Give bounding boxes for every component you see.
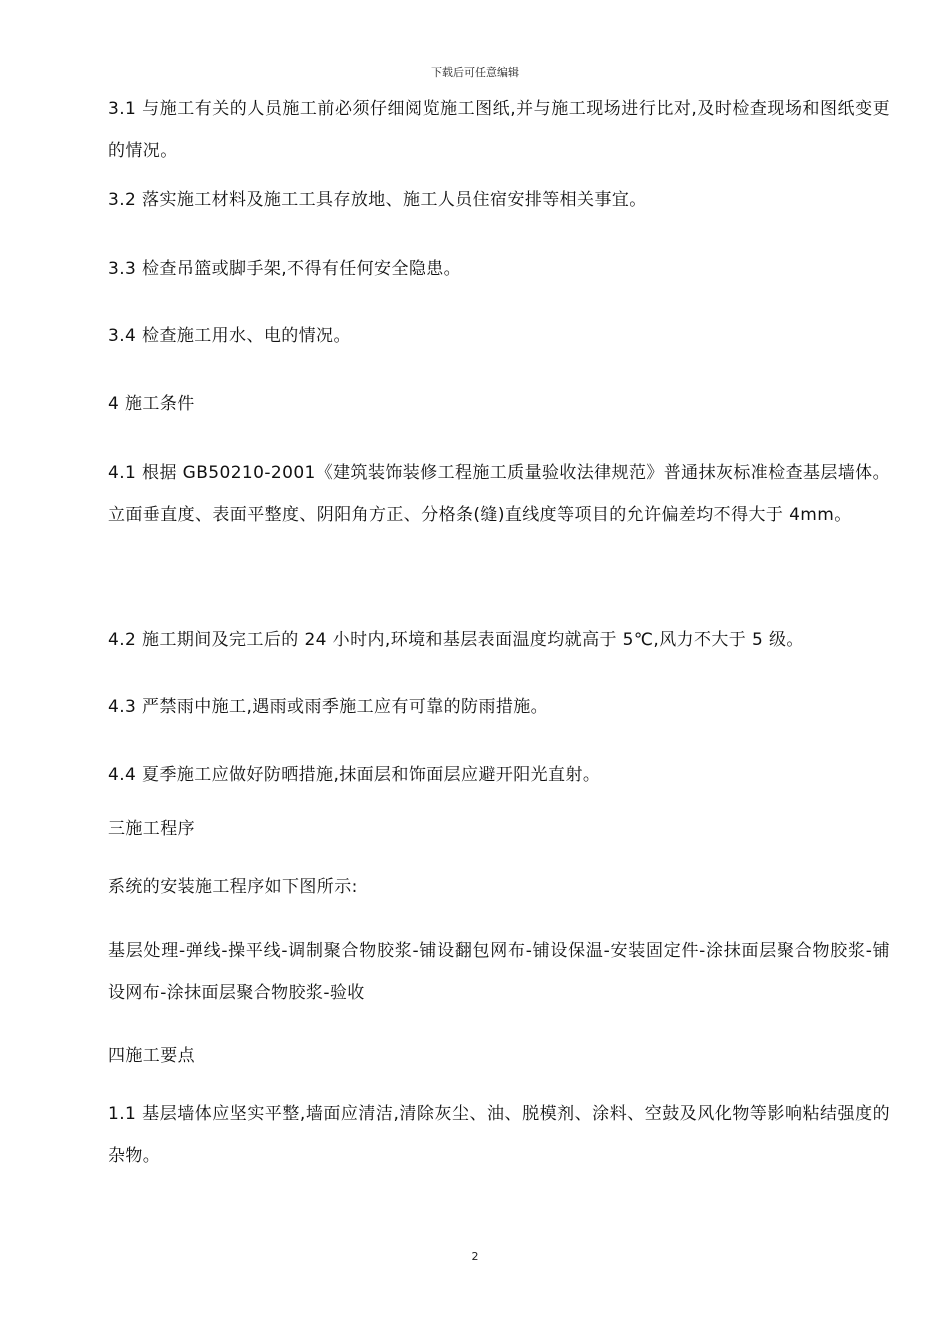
paragraph-4-4: 4.4 夏季施工应做好防晒措施,抹面层和饰面层应避开阳光直射。 (108, 765, 601, 785)
page-number: 2 (471, 1250, 479, 1263)
section-heading-4: 4 施工条件 (108, 394, 195, 414)
paragraph-3-4: 3.4 检查施工用水、电的情况。 (108, 326, 351, 346)
paragraph-4-2: 4.2 施工期间及完工后的 24 小时内,环境和基层表面温度均就高于 5℃,风力不大于 5 级。 (108, 630, 804, 650)
paragraph-4-1: 4.1 根据 GB50210-2001《建筑装饰装修工程施工质量验收法律规范》普通抹灰标准检查基层墙体。立面垂直度、表面平整度、阴阳角方正、分格条(缝)直线度等项目的允许偏差均不得大于 4mm。 (108, 463, 890, 525)
paragraph-procedure-intro: 系统的安装施工程序如下图所示: (108, 877, 358, 897)
section-heading-3: 三施工程序 (108, 819, 195, 839)
paragraph-3-2: 3.2 落实施工材料及施工工具存放地、施工人员住宿安排等相关事宜。 (108, 190, 647, 210)
paragraph-3-3: 3.3 检查吊篮或脚手架,不得有任何安全隐患。 (108, 259, 462, 279)
section-heading-4-points: 四施工要点 (108, 1046, 195, 1066)
paragraph-4-3: 4.3 严禁雨中施工,遇雨或雨季施工应有可靠的防雨措施。 (108, 697, 549, 717)
paragraph-procedure-steps: 基层处理-弹线-操平线-调制聚合物胶浆-铺设翻包网布-铺设保温-安装固定件-涂抹面层聚合物胶浆-铺设网布-涂抹面层聚合物胶浆-验收 (108, 941, 890, 1003)
paragraph-3-1: 3.1 与施工有关的人员施工前必须仔细阅览施工图纸,并与施工现场进行比对,及时检查现场和图纸变更的情况。 (108, 99, 890, 161)
paragraph-1-1: 1.1 基层墙体应坚实平整,墙面应清洁,清除灰尘、油、脱模剂、涂料、空鼓及风化物等影响粘结强度的杂物。 (108, 1104, 890, 1166)
header-note: 下载后可任意编辑 (431, 66, 519, 79)
